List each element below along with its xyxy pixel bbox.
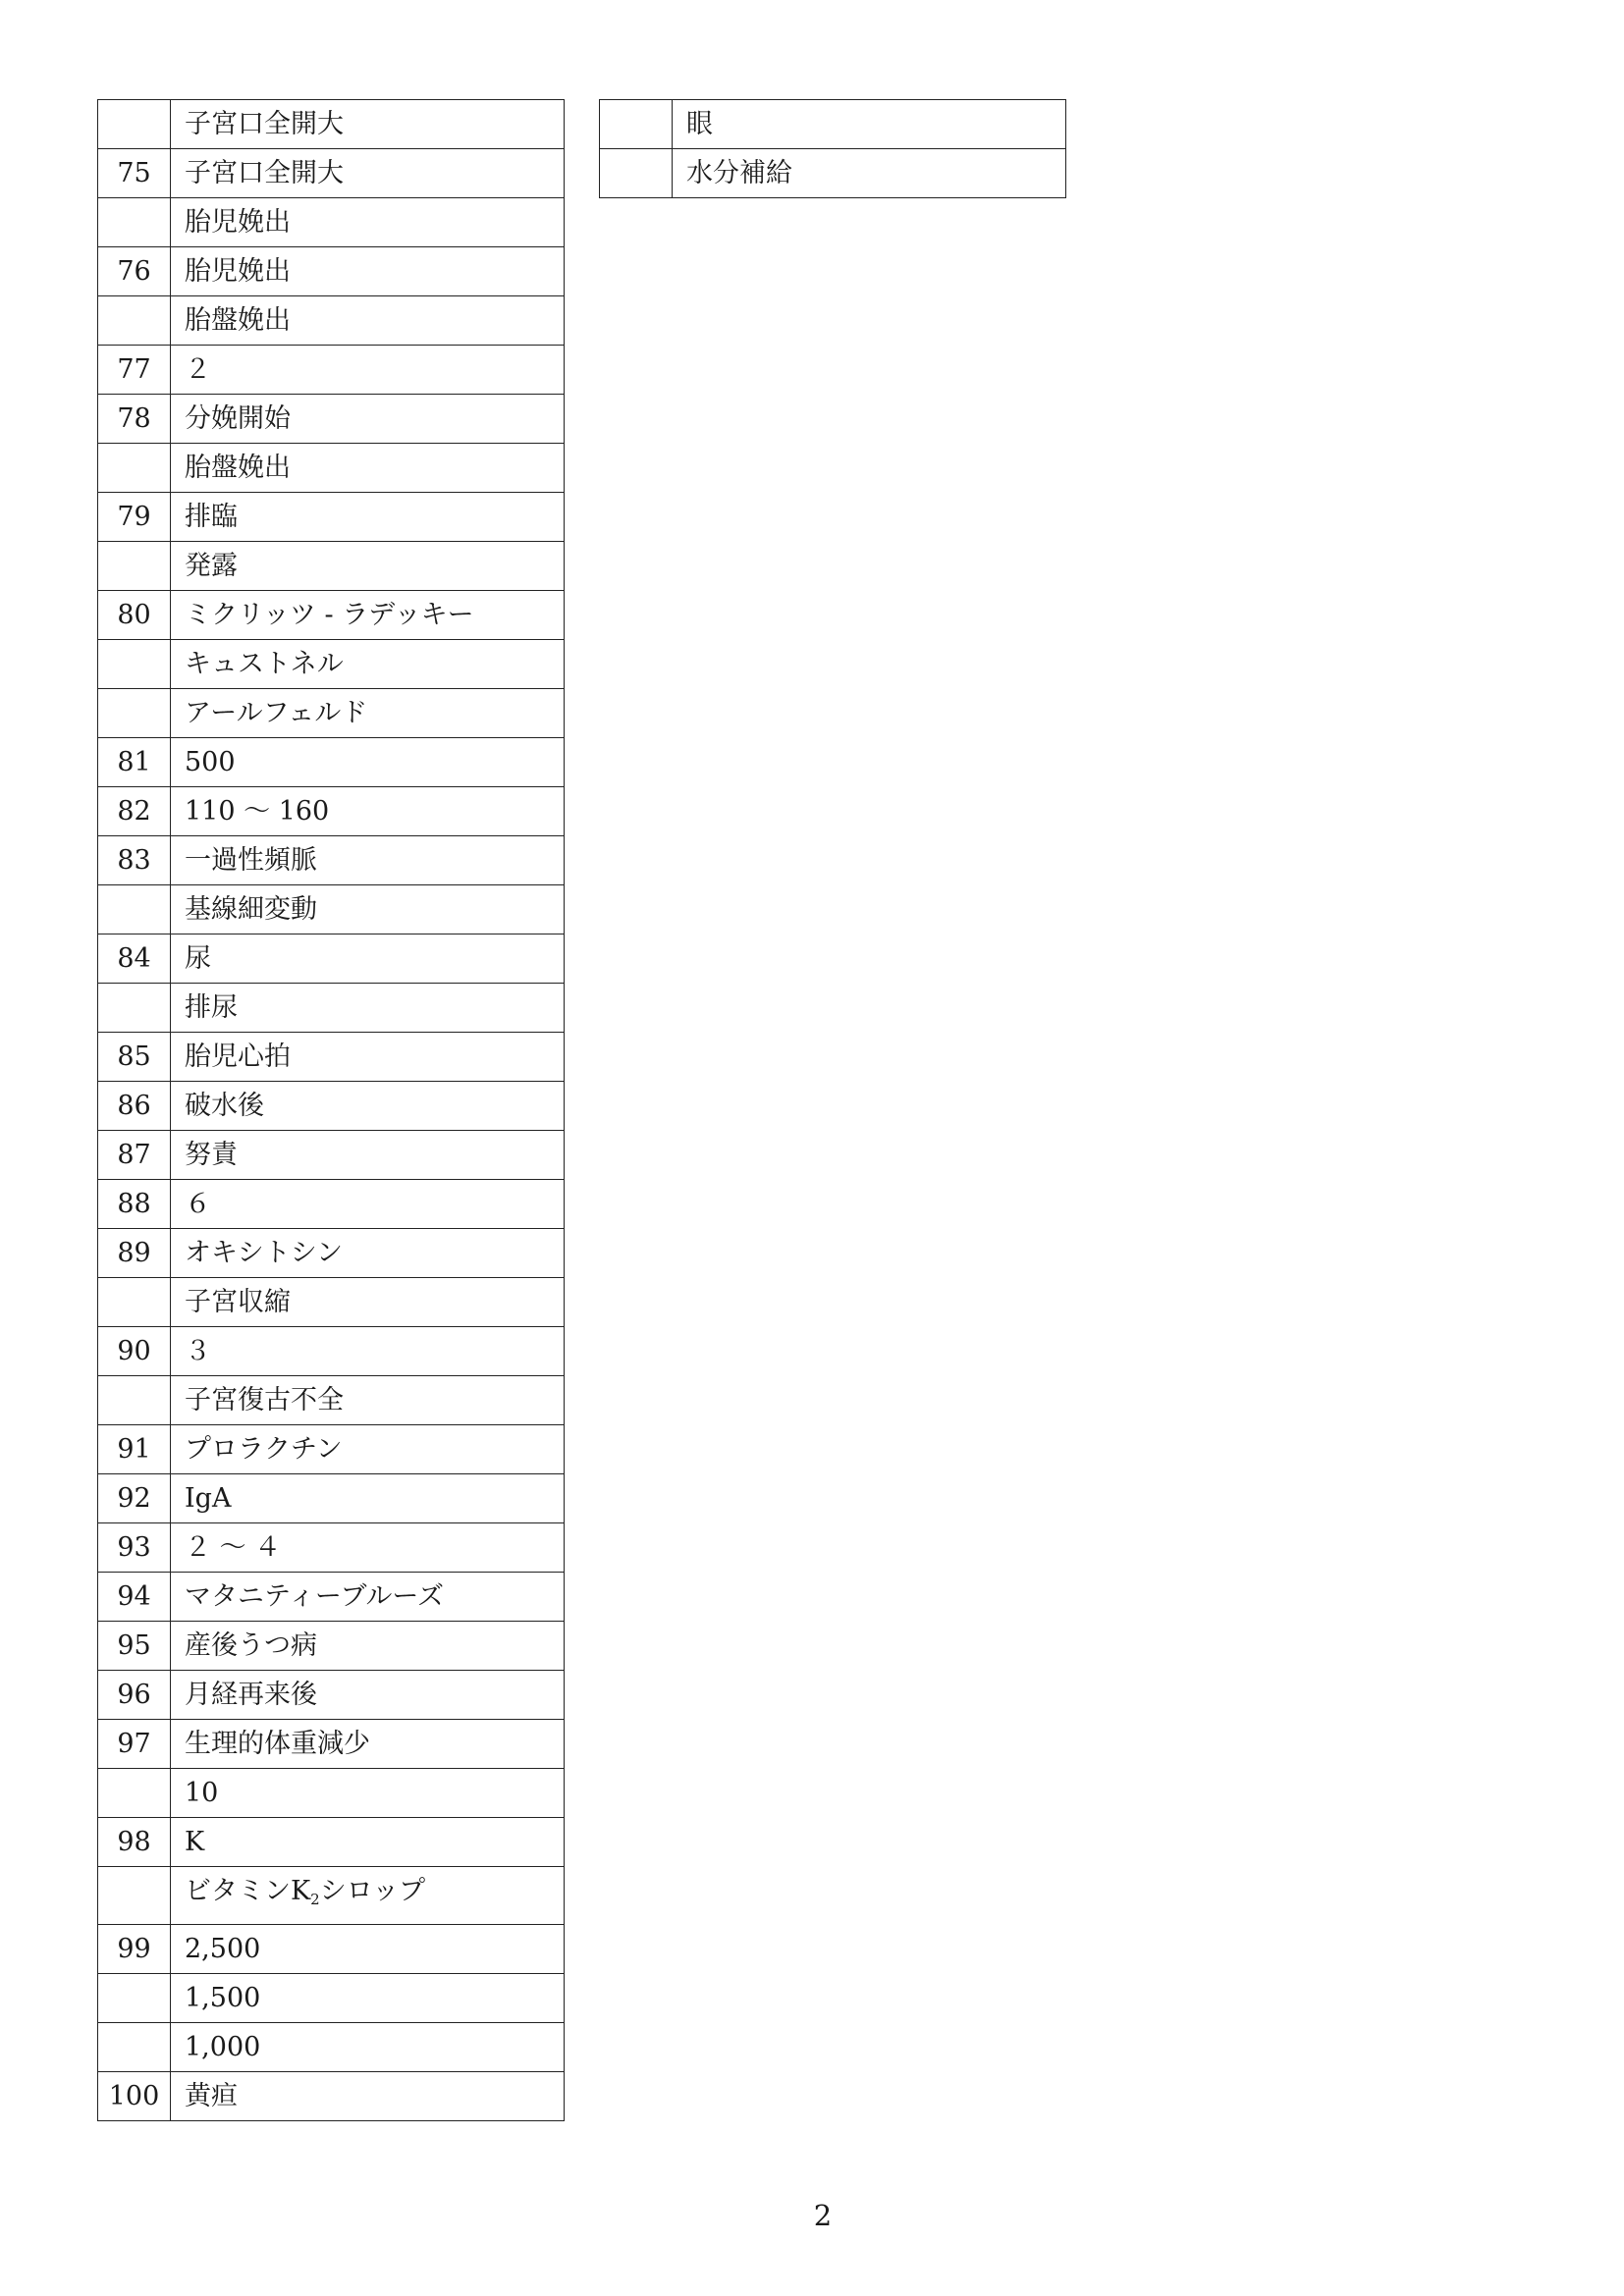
table-row [98,1376,565,1425]
question-number-cell: 96 [98,1671,171,1720]
question-number-cell [98,100,171,149]
question-number-cell [98,640,171,689]
table-row [98,1425,565,1474]
question-number-cell [98,1974,171,2023]
answer-cell: 生理的体重減少 [171,1720,565,1769]
table-row [98,640,565,689]
answer-cell: アールフェルド [171,689,565,738]
question-number-cell: 90 [98,1327,171,1376]
answer-cell: 子宮口全開大 [171,100,565,149]
answer-table-left [97,99,565,2121]
table-row [98,1925,565,1974]
answer-cell: 一過性頻脈 [171,836,565,885]
table-row [98,787,565,836]
answer-cell: 10 [171,1769,565,1818]
table-row [98,346,565,395]
table-row [98,1327,565,1376]
table-row [98,247,565,296]
table-row [98,198,565,247]
answer-subscript: 2 [310,1891,320,1908]
answer-cell: 子宮収縮 [171,1278,565,1327]
table-row [98,1867,565,1925]
answer-cell: 胎盤娩出 [171,296,565,346]
answer-cell: 胎児心拍 [171,1033,565,1082]
answer-cell: 産後うつ病 [171,1622,565,1671]
question-number-cell [98,689,171,738]
question-number-cell: 83 [98,836,171,885]
question-number-cell: 89 [98,1229,171,1278]
answer-cell: 水分補給 [673,149,1066,198]
question-number-cell [98,1769,171,1818]
question-number-cell: 88 [98,1180,171,1229]
answer-cell: プロラクチン [171,1425,565,1474]
answer-cell: マタニティーブルーズ [171,1573,565,1622]
answer-cell: ２ [171,346,565,395]
answer-cell: 1,000 [171,2023,565,2072]
table-row [98,1082,565,1131]
answer-text-tail: シロップ [319,1876,426,1906]
table-row [600,149,1066,198]
question-number-cell: 94 [98,1573,171,1622]
table-row [98,1974,565,2023]
answer-cell: ２ ～ ４ [171,1523,565,1573]
answer-table-left-body [98,100,565,2121]
answer-cell: 基線細変動 [171,885,565,934]
answer-cell: 110 ～ 160 [171,787,565,836]
table-row [98,1523,565,1573]
table-row [98,738,565,787]
answer-cell: 子宮復古不全 [171,1376,565,1425]
question-number-cell: 84 [98,934,171,984]
answer-cell: 破水後 [171,1082,565,1131]
table-row [98,395,565,444]
question-number-cell [600,100,673,149]
question-number-cell: 76 [98,247,171,296]
table-row [98,1769,565,1818]
answer-cell: 胎児娩出 [171,198,565,247]
question-number-cell [600,149,673,198]
question-number-cell: 100 [98,2072,171,2121]
table-row [98,984,565,1033]
table-row [98,542,565,591]
question-number-cell: 87 [98,1131,171,1180]
answer-cell: 1,500 [171,1974,565,2023]
question-number-cell: 95 [98,1622,171,1671]
question-number-cell [98,1278,171,1327]
answer-cell: 子宮口全開大 [171,149,565,198]
answer-cell: IgA [171,1474,565,1523]
table-row [98,689,565,738]
question-number-cell: 82 [98,787,171,836]
table-row [98,149,565,198]
table-row [98,1229,565,1278]
question-number-cell [98,2023,171,2072]
table-row [98,296,565,346]
table-row [98,836,565,885]
question-number-cell [98,1867,171,1925]
question-number-cell [98,1376,171,1425]
page-number: 2 [813,2199,833,2232]
question-number-cell [98,984,171,1033]
table-row [98,1278,565,1327]
answer-cell: 眼 [673,100,1066,149]
answer-cell: オキシトシン [171,1229,565,1278]
question-number-cell [98,198,171,247]
table-row [98,934,565,984]
answer-cell: 2,500 [171,1925,565,1974]
answer-table-right [599,99,1066,198]
table-row [98,2072,565,2121]
answer-cell: キュストネル [171,640,565,689]
table-row [98,591,565,640]
answer-cell: 月経再来後 [171,1671,565,1720]
table-row [600,100,1066,149]
answer-cell: ミクリッツ - ラデッキー [171,591,565,640]
table-row [98,1573,565,1622]
table-row [98,1180,565,1229]
answer-cell: 発露 [171,542,565,591]
answer-cell [171,1867,565,1925]
answer-cell: 努責 [171,1131,565,1180]
question-number-cell [98,444,171,493]
answer-cell: ３ [171,1327,565,1376]
table-row [98,1033,565,1082]
question-number-cell: 91 [98,1425,171,1474]
answer-cell: 排臨 [171,493,565,542]
table-row [98,1131,565,1180]
answer-cell: 胎児娩出 [171,247,565,296]
question-number-cell [98,542,171,591]
answer-cell: ６ [171,1180,565,1229]
table-row [98,1818,565,1867]
question-number-cell: 80 [98,591,171,640]
answer-cell: K [171,1818,565,1867]
table-row [98,444,565,493]
answer-cell: 胎盤娩出 [171,444,565,493]
question-number-cell: 98 [98,1818,171,1867]
question-number-cell [98,296,171,346]
answer-cell: 尿 [171,934,565,984]
question-number-cell [98,885,171,934]
answer-cell: 黄疸 [171,2072,565,2121]
question-number-cell: 93 [98,1523,171,1573]
table-row [98,1474,565,1523]
table-row [98,1671,565,1720]
question-number-cell: 81 [98,738,171,787]
table-row [98,493,565,542]
answer-text: ビタミンK [185,1876,311,1906]
answer-cell: 分娩開始 [171,395,565,444]
answer-cell: 排尿 [171,984,565,1033]
table-row [98,2023,565,2072]
answer-cell: 500 [171,738,565,787]
question-number-cell: 97 [98,1720,171,1769]
question-number-cell: 92 [98,1474,171,1523]
table-row [98,100,565,149]
question-number-cell: 75 [98,149,171,198]
question-number-cell: 77 [98,346,171,395]
table-row [98,1622,565,1671]
question-number-cell: 86 [98,1082,171,1131]
table-row [98,885,565,934]
question-number-cell: 85 [98,1033,171,1082]
question-number-cell: 78 [98,395,171,444]
answer-table-right-body [600,100,1066,198]
question-number-cell: 99 [98,1925,171,1974]
question-number-cell: 79 [98,493,171,542]
table-row [98,1720,565,1769]
